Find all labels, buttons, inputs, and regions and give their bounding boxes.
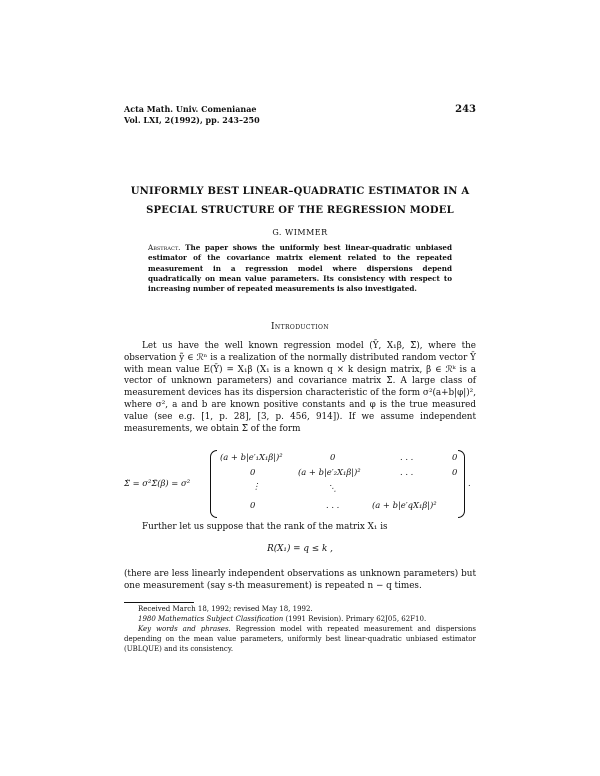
footnote-keywords: [124, 624, 476, 654]
msc-text: (1991 Revision). Primary 62J05, 62F10.: [285, 615, 427, 623]
matrix-r2c2: (a + b|e′₂X₁β|)²: [298, 467, 361, 477]
matrix-r2c1: 0: [250, 467, 256, 477]
matrix-r3c2: ⋱: [328, 483, 337, 493]
matrix-trailing-period: .: [468, 478, 471, 488]
keywords-text: Regression model with repeated measurement and dispersions depending on the mean value parameters, uniformly best linear-quadratic unbiased estimator (UBLQUE) and its consistency.: [124, 625, 476, 653]
matrix-r1c4: 0: [452, 452, 458, 462]
intro-paragraph: Let us have the well known regression model (Ỹ, X₁β, Σ̃), where the observation ỹ ∈ ℛⁿ is a realization of the normally distributed random vector Ỹ with mean value E(Ỹ) = X₁β (X₁ is a known q × k design matrix, β ∈ ℛᵏ is a vector of unknown parameters) and covariance matrix Σ̃. A large class of measurement devices has its dispersion characteristic of the form σ²(a+b|φ|)², where σ², a and b are known positive constants and φ is the true measured value (see e.g. [1, p. 28], [3, p. 456, 914]). If we assume independent measurements, we obtain Σ̃ of the form: [124, 341, 476, 434]
rank-intro-text: Further let us suppose that the rank of the matrix X₁ is: [142, 522, 388, 532]
matrix-r1c2: 0: [330, 452, 336, 462]
footnotes: [124, 604, 476, 654]
matrix-r1c1: (a + b|e′₁X₁β|)²: [220, 452, 283, 462]
title-line-1: UNIFORMLY BEST LINEAR–QUADRATIC ESTIMATOR IN A: [130, 186, 470, 197]
keywords-label: Key words and phrases.: [138, 625, 231, 633]
rank-equation: R(X₁) = q ≤ k ,: [267, 544, 333, 554]
matrix-r4c1: 0: [250, 500, 256, 510]
covariance-matrix: [124, 450, 476, 520]
abstract-text: The paper shows the uniformly best linear-quadratic unbiased estimator of the covariance matrix element related to the repeated measurement in a regression model where dispersions depend quadratically on mean value parameters. Its consistency with respect to increasing number of repeated measurements is also investigated.: [148, 243, 452, 294]
footnote-msc: [124, 614, 476, 624]
page-number: 243: [455, 104, 476, 115]
matrix-lhs: Σ̃ = σ²Σ̃(β) = σ²: [124, 478, 191, 488]
matrix-r4c4: (a + b|e′qX₁β|)²: [372, 500, 437, 510]
matrix-r1c3: . . .: [400, 452, 414, 462]
abstract-label: Abstract.: [148, 243, 181, 252]
matrix-r2c4: 0: [452, 467, 458, 477]
author-name: G. WIMMER: [272, 228, 328, 237]
matrix-right-bracket: [458, 450, 465, 518]
title-line-2: SPECIAL STRUCTURE OF THE REGRESSION MODEL: [146, 205, 454, 216]
journal-volume: Vol. LXI, 2(1992), pp. 243–250: [124, 115, 260, 125]
matrix-r4c2: . . .: [326, 500, 340, 510]
journal-name: Acta Math. Univ. Comenianae: [124, 104, 257, 114]
paper-title: [124, 182, 476, 220]
running-header: [124, 104, 476, 126]
matrix-r3c1: ⋮: [252, 481, 261, 491]
msc-label: 1980 Mathematics Subject Classification: [138, 615, 284, 623]
section-heading: Introduction: [270, 322, 330, 332]
footnote-rule: [124, 602, 194, 603]
repeat-measurement-text: (there are less linearly independent observations as unknown parameters) but one measurement (say s-th measurement) is repeated n − q times.: [124, 569, 476, 591]
matrix-left-bracket: [210, 450, 217, 518]
abstract: [148, 243, 452, 294]
matrix-r2c3: . . .: [400, 467, 414, 477]
footnote-received: Received March 18, 1992; revised May 18, 1992.: [138, 605, 313, 613]
